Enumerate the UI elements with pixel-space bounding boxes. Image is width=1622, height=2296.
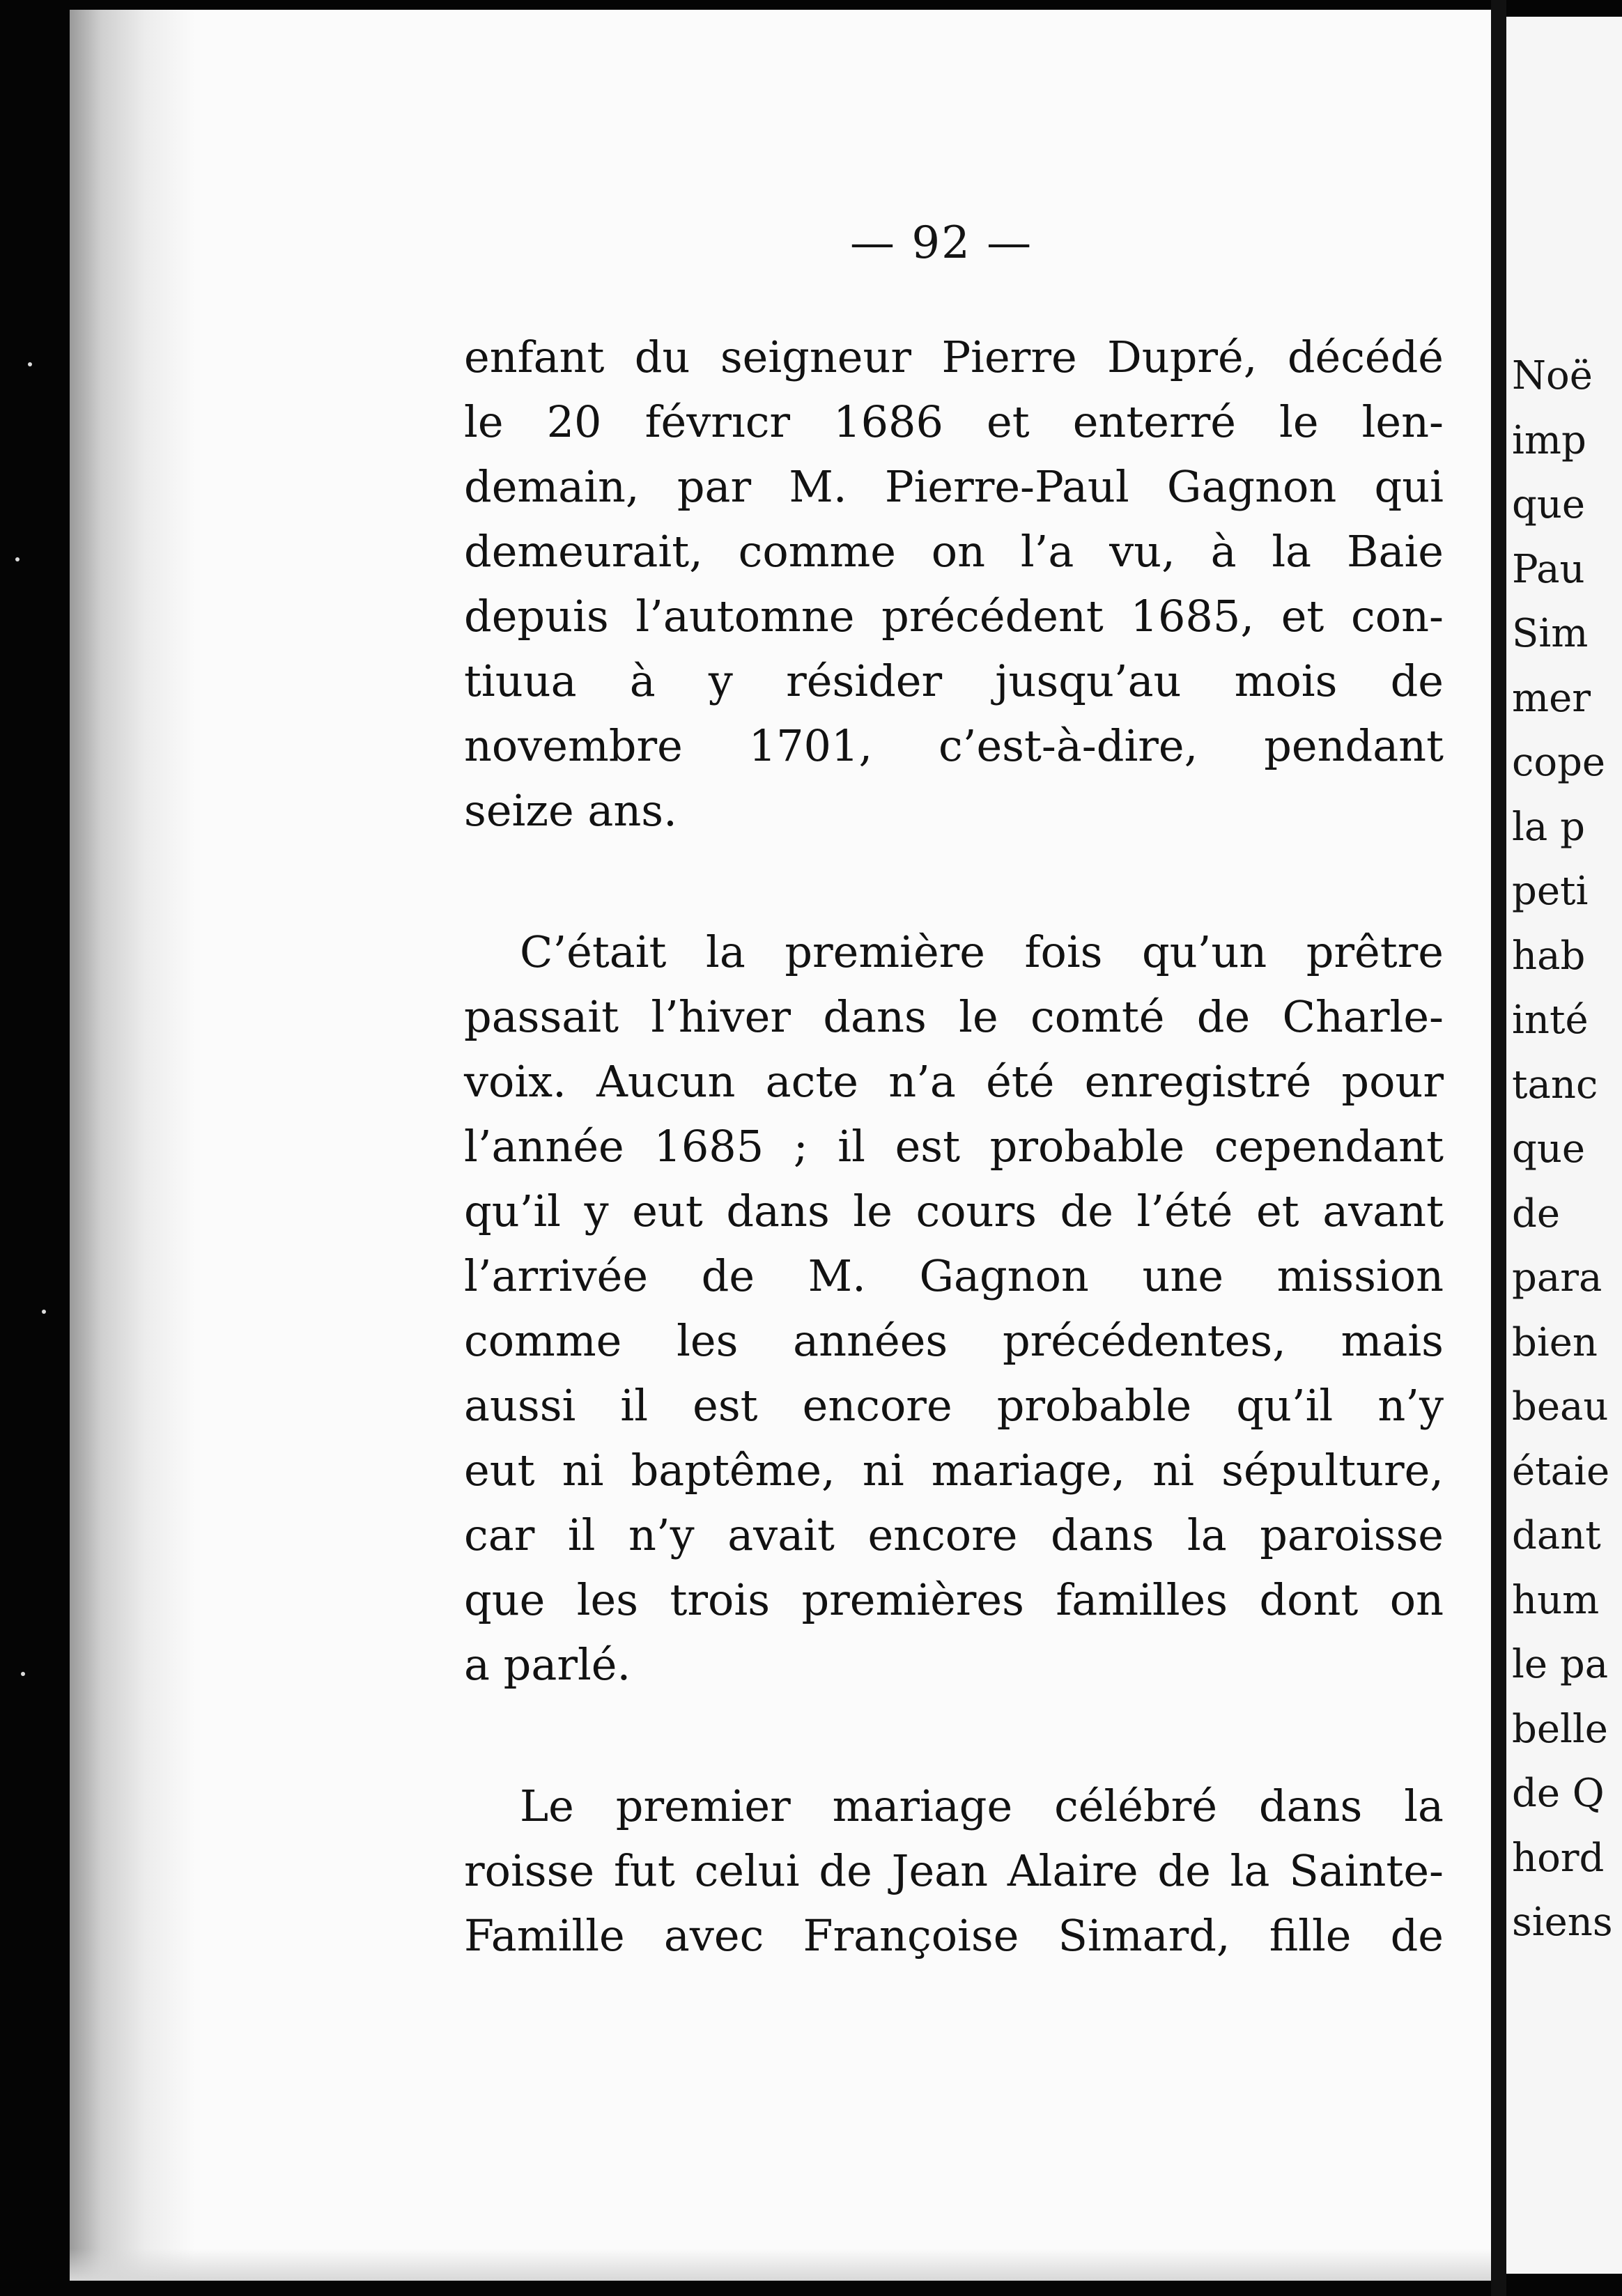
facing-page-line: Sim [1512,611,1589,656]
text-line: C’était la première fois qu’un prêtre [520,926,1444,977]
facing-page-line: peti [1512,869,1589,914]
text-line: depuis l’automne précédent 1685, et con- [464,591,1444,642]
facing-page-line: para [1512,1255,1602,1301]
facing-page-line: inté [1512,998,1589,1043]
facing-page-line: cope [1512,740,1606,785]
page-gutter-shadow [70,10,195,2281]
text-line: aussi il est encore probable qu’il n’y [464,1380,1444,1431]
facing-page-line: bien [1512,1319,1598,1365]
text-line: passait l’hiver dans le comté de Charle- [464,991,1444,1042]
text-line: enfant du seigneur Pierre Dupré, décédé [464,332,1444,382]
facing-page-line: Pau [1512,546,1585,592]
scan-speck [15,557,20,561]
scan-speck [21,1672,25,1676]
facing-page-line: belle [1512,1706,1608,1752]
book-spine [1491,0,1506,2296]
text-line: comme les années précédentes, mais [464,1315,1444,1366]
facing-page-line: mer [1512,675,1591,721]
text-line: l’année 1685 ; il est probable cependant [464,1121,1444,1172]
text-line: seize ans. [464,785,677,836]
paragraph [464,325,1444,843]
facing-page-line: siens [1512,1900,1613,1945]
text-line: demain, par M. Pierre-Paul Gagnon qui [464,461,1444,512]
facing-page-line: étaie [1512,1448,1610,1494]
text-line: Le premier mariage célébré dans la [520,1781,1444,1831]
facing-page-line: Noë [1512,353,1593,398]
page-bottom-edge [70,2249,1491,2281]
paragraph [464,920,1444,1697]
facing-page-line: le pa [1512,1642,1609,1687]
text-line: roisse fut celui de Jean Alaire de la Sainte- [464,1845,1444,1896]
text-line: eut ni baptême, ni mariage, ni sépulture, [464,1445,1444,1496]
facing-page-line: hab [1512,933,1586,979]
scan-speck [28,362,32,366]
text-line: demeurait, comme on l’a vu, à la Baie [464,526,1444,577]
text-line: que les trois premières familles dont on [464,1574,1444,1625]
text-line: Famille avec Françoise Simard, fille de [464,1910,1444,1961]
facing-page-line: hum [1512,1577,1600,1623]
paragraph [464,1774,1444,1968]
facing-page-line: que [1512,1126,1586,1172]
facing-page [1506,17,1622,2274]
facing-page-line: tanc [1512,1062,1598,1108]
text-line: a parlé. [464,1639,631,1690]
facing-page-text [1512,344,1622,1955]
facing-page-line: hord [1512,1835,1605,1881]
text-line: l’arrivée de M. Gagnon une mission [464,1250,1444,1301]
facing-page-line: de Q [1512,1771,1605,1816]
facing-page-line: imp [1512,417,1586,463]
text-line: tiuua à y résider jusqu’au mois de [464,656,1444,706]
facing-page-line: la p [1512,804,1585,850]
text-line: qu’il y eut dans le cours de l’été et avant [464,1186,1444,1236]
facing-page-line: que [1512,482,1586,527]
facing-page-line: dant [1512,1513,1601,1558]
text-line: novembre 1701, c’est-à-dire, pendant [464,720,1444,771]
body-text [464,325,1444,1968]
scan-speck [42,1310,46,1314]
page-number: — 92 — [850,217,1033,269]
facing-page-line: beau [1512,1384,1609,1429]
text-line: le 20 févrıcr 1686 et enterré le len- [464,396,1444,447]
facing-page-line: de [1512,1190,1560,1236]
text-line: car il n’y avait encore dans la paroisse [464,1510,1444,1560]
text-line: voix. Aucun acte n’a été enregistré pour [464,1056,1444,1107]
